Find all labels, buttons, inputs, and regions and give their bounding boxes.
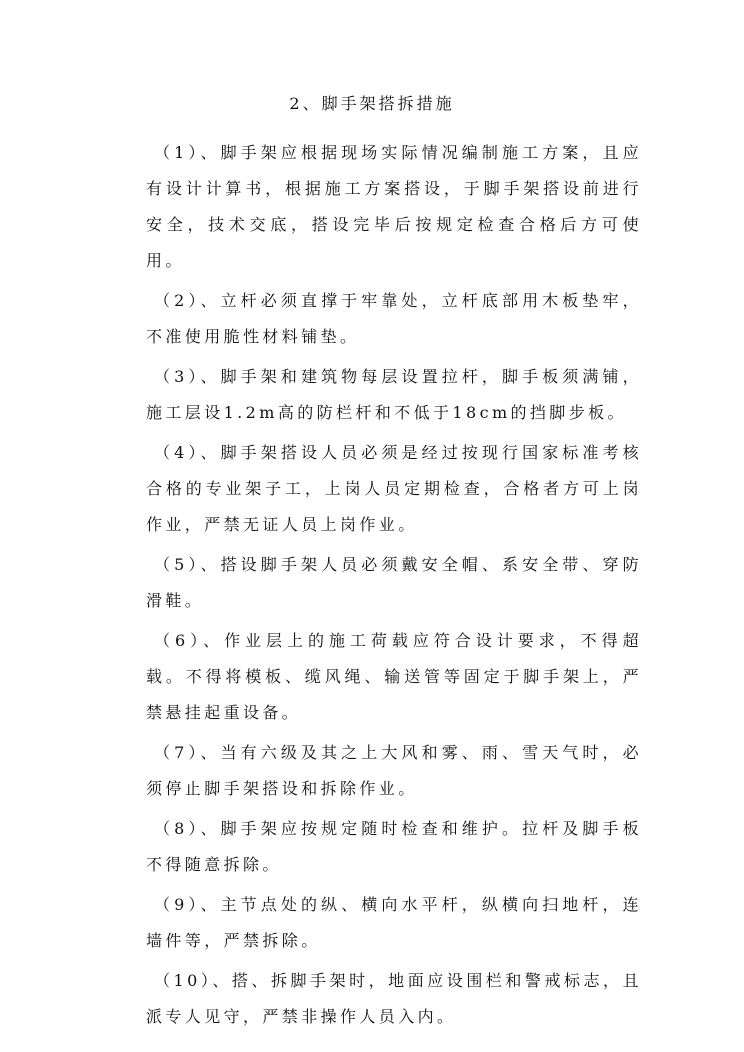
measure-item-4: （4）、脚手架搭设人员必须是经过按现行国家标准考核合格的专业架子工，上岗人员定期检查，合格者方可上岗作业，严禁无证人员上岗作业。	[146, 443, 642, 534]
measures-list	[146, 135, 642, 1039]
section-title: 2、脚手架搭拆措施	[289, 94, 455, 113]
measure-item-7: （7）、当有六级及其之上大风和雾、雨、雪天气时，必须停止脚手架搭设和拆除作业。	[146, 743, 642, 798]
measure-item-9: （9）、主节点处的纵、横向水平杆，纵横向扫地杆，连墙件等，严禁拆除。	[146, 895, 642, 950]
measure-item-1: （1）、脚手架应根据现场实际情况编制施工方案，且应有设计计算书，根据施工方案搭设，于脚手架搭设前进行安全，技术交底，搭设完毕后按规定检查合格后方可使用。	[146, 143, 642, 270]
measure-item-2: （2）、立杆必须直撑于牢靠处，立杆底部用木板垫牢，不准使用脆性材料铺垫。	[146, 291, 642, 346]
measure-item-8: （8）、脚手架应按规定随时检查和维护。拉杆及脚手板不得随意拆除。	[146, 819, 642, 874]
measure-item-10: （10）、搭、拆脚手架时，地面应设围栏和警戒标志，且派专人见守，严禁非操作人员入内。	[146, 971, 642, 1026]
measure-item-5: （5）、搭设脚手架人员必须戴安全帽、系安全带、穿防滑鞋。	[146, 555, 642, 610]
measure-item-6: （6）、作业层上的施工荷载应符合设计要求，不得超载。不得将模板、缆风绳、输送管等固定于脚手架上，严禁悬挂起重设备。	[146, 631, 642, 722]
measure-item-3: （3）、脚手架和建筑物每层设置拉杆，脚手板须满铺，施工层设1.2m高的防栏杆和不低于18cm的挡脚步板。	[146, 367, 642, 422]
